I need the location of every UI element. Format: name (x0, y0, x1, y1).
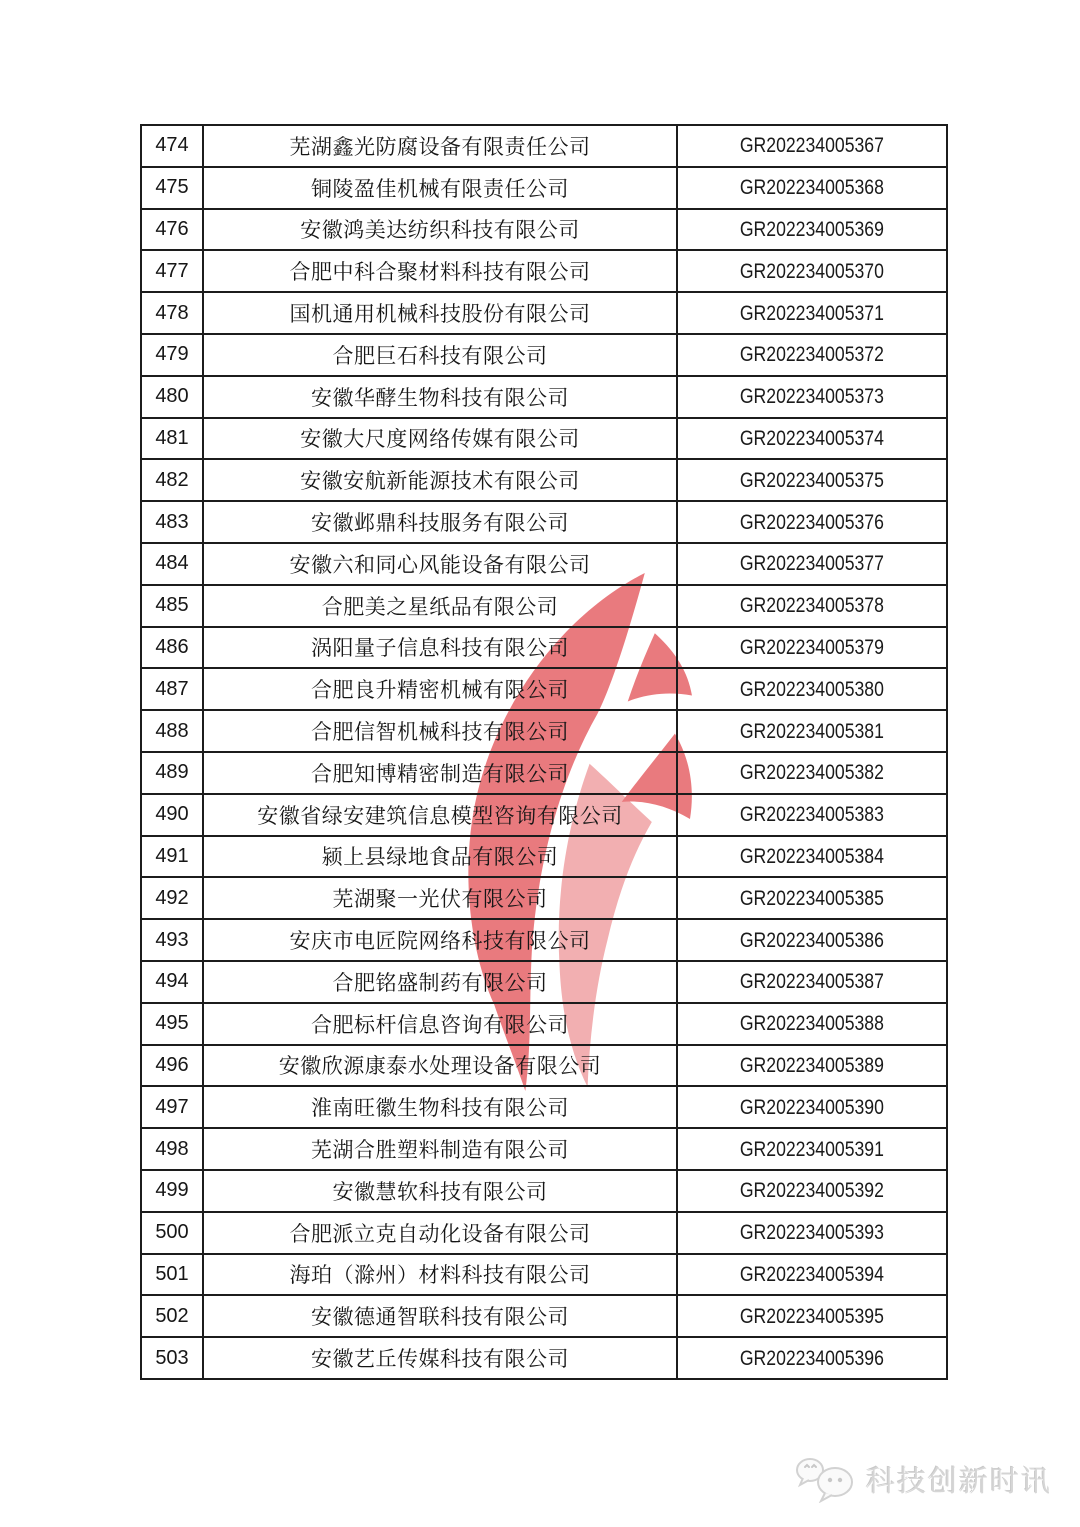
row-index: 500 (141, 1212, 203, 1254)
company-name: 安徽欣源康泰水处理设备有限公司 (203, 1045, 677, 1087)
row-index: 484 (141, 543, 203, 585)
row-index: 475 (141, 167, 203, 209)
certificate-code: GR202234005375 (739, 467, 885, 492)
certificate-code-cell (677, 501, 947, 543)
table-row (141, 459, 947, 501)
certificate-code: GR202234005384 (739, 843, 885, 868)
company-name: 颍上县绿地食品有限公司 (203, 836, 677, 878)
table-row (141, 501, 947, 543)
company-name: 安徽鸿美达纺织科技有限公司 (203, 209, 677, 251)
certificate-code: GR202234005371 (739, 300, 885, 325)
company-name: 合肥巨石科技有限公司 (203, 334, 677, 376)
footer-brand (795, 1455, 1052, 1503)
company-name: 合肥铭盛制药有限公司 (203, 961, 677, 1003)
certificate-code-cell (677, 1128, 947, 1170)
table-row (141, 209, 947, 251)
table-row (141, 1003, 947, 1045)
row-index: 477 (141, 250, 203, 292)
table-row (141, 543, 947, 585)
company-name: 安徽省绿安建筑信息模型咨询有限公司 (203, 794, 677, 836)
certificate-code-cell (677, 961, 947, 1003)
certificate-code: GR202234005394 (739, 1261, 885, 1286)
company-name: 芜湖合胜塑料制造有限公司 (203, 1128, 677, 1170)
certificate-code: GR202234005372 (739, 342, 885, 367)
certificate-code-cell (677, 418, 947, 460)
row-index: 474 (141, 125, 203, 167)
table-row (141, 334, 947, 376)
certificate-code: GR202234005378 (739, 593, 885, 618)
certificate-code: GR202234005393 (739, 1220, 885, 1245)
table-row (141, 961, 947, 1003)
certificate-code: GR202234005380 (739, 676, 885, 701)
row-index: 498 (141, 1128, 203, 1170)
table-row (141, 710, 947, 752)
company-name: 安徽德通智联科技有限公司 (203, 1295, 677, 1337)
certificate-code-cell (677, 1254, 947, 1296)
row-index: 501 (141, 1254, 203, 1296)
table-row (141, 1128, 947, 1170)
certificate-code-cell (677, 752, 947, 794)
table-row (141, 627, 947, 669)
certificate-code: GR202234005370 (739, 258, 885, 283)
certificate-code-cell (677, 710, 947, 752)
certificate-code-cell (677, 250, 947, 292)
certificate-code-cell (677, 794, 947, 836)
certificate-code-cell (677, 292, 947, 334)
certificate-code: GR202234005376 (739, 509, 885, 534)
wechat-bubbles-icon (795, 1455, 857, 1503)
row-index: 490 (141, 794, 203, 836)
company-name: 安徽六和同心风能设备有限公司 (203, 543, 677, 585)
certificate-code: GR202234005383 (739, 802, 885, 827)
certificate-code-cell (677, 459, 947, 501)
company-name: 芜湖聚一光伏有限公司 (203, 877, 677, 919)
company-name: 合肥良升精密机械有限公司 (203, 668, 677, 710)
row-index: 499 (141, 1170, 203, 1212)
certificate-code: GR202234005390 (739, 1094, 885, 1119)
certificate-code-cell (677, 1045, 947, 1087)
table-row (141, 836, 947, 878)
company-name: 淮南旺徽生物科技有限公司 (203, 1086, 677, 1128)
certificate-code: GR202234005386 (739, 927, 885, 952)
company-name: 合肥中科合聚材料科技有限公司 (203, 250, 677, 292)
row-index: 496 (141, 1045, 203, 1087)
certificate-code: GR202234005382 (739, 760, 885, 785)
company-name: 国机通用机械科技股份有限公司 (203, 292, 677, 334)
table-row (141, 919, 947, 961)
table-row (141, 250, 947, 292)
table-row (141, 1086, 947, 1128)
certificate-code: GR202234005368 (739, 175, 885, 200)
company-name: 安徽邺鼎科技服务有限公司 (203, 501, 677, 543)
certificate-code: GR202234005392 (739, 1178, 885, 1203)
certificate-code: GR202234005387 (739, 969, 885, 994)
certificate-code-cell (677, 836, 947, 878)
certificate-code: GR202234005373 (739, 384, 885, 409)
company-name: 芜湖鑫光防腐设备有限责任公司 (203, 125, 677, 167)
certificate-code: GR202234005369 (739, 216, 885, 241)
certificate-code: GR202234005379 (739, 634, 885, 659)
row-index: 493 (141, 919, 203, 961)
certificate-table (140, 124, 948, 1380)
company-name: 安徽慧软科技有限公司 (203, 1170, 677, 1212)
certificate-code-cell (677, 1086, 947, 1128)
table-row (141, 794, 947, 836)
certificate-code: GR202234005389 (739, 1052, 885, 1077)
row-index: 503 (141, 1337, 203, 1379)
certificate-code: GR202234005395 (739, 1303, 885, 1328)
certificate-code-cell (677, 668, 947, 710)
company-name: 合肥派立克自动化设备有限公司 (203, 1212, 677, 1254)
certificate-code-cell (677, 209, 947, 251)
certificate-code-cell (677, 627, 947, 669)
company-name: 合肥信智机械科技有限公司 (203, 710, 677, 752)
row-index: 495 (141, 1003, 203, 1045)
row-index: 486 (141, 627, 203, 669)
table-row (141, 1212, 947, 1254)
table-row (141, 1045, 947, 1087)
certificate-code-cell (677, 125, 947, 167)
row-index: 482 (141, 459, 203, 501)
company-name: 安徽华酵生物科技有限公司 (203, 376, 677, 418)
certificate-code: GR202234005385 (739, 885, 885, 910)
row-index: 502 (141, 1295, 203, 1337)
row-index: 488 (141, 710, 203, 752)
row-index: 489 (141, 752, 203, 794)
certificate-code-cell (677, 877, 947, 919)
table-row (141, 1295, 947, 1337)
certificate-code: GR202234005374 (739, 425, 885, 450)
table-row (141, 1170, 947, 1212)
row-index: 485 (141, 585, 203, 627)
row-index: 492 (141, 877, 203, 919)
certificate-code-cell (677, 1337, 947, 1379)
row-index: 478 (141, 292, 203, 334)
certificate-code-cell (677, 919, 947, 961)
row-index: 480 (141, 376, 203, 418)
certificate-code: GR202234005396 (739, 1345, 885, 1370)
table-row (141, 167, 947, 209)
company-name: 安徽大尺度网络传媒有限公司 (203, 418, 677, 460)
table-row (141, 376, 947, 418)
table-row (141, 752, 947, 794)
row-index: 479 (141, 334, 203, 376)
certificate-code: GR202234005391 (739, 1136, 885, 1161)
row-index: 491 (141, 836, 203, 878)
row-index: 481 (141, 418, 203, 460)
table-row (141, 125, 947, 167)
certificate-code-cell (677, 167, 947, 209)
company-name: 海珀（滁州）材料科技有限公司 (203, 1254, 677, 1296)
company-name: 合肥知博精密制造有限公司 (203, 752, 677, 794)
table-row (141, 1254, 947, 1296)
company-name: 涡阳量子信息科技有限公司 (203, 627, 677, 669)
table-row (141, 292, 947, 334)
company-name: 铜陵盈佳机械有限责任公司 (203, 167, 677, 209)
certificate-code-cell (677, 1003, 947, 1045)
table-row (141, 585, 947, 627)
row-index: 483 (141, 501, 203, 543)
table-row (141, 418, 947, 460)
row-index: 497 (141, 1086, 203, 1128)
certificate-code-cell (677, 1170, 947, 1212)
company-name: 合肥美之星纸品有限公司 (203, 585, 677, 627)
table-row (141, 877, 947, 919)
company-name: 安庆市电匠院网络科技有限公司 (203, 919, 677, 961)
certificate-code-cell (677, 334, 947, 376)
table-row (141, 668, 947, 710)
certificate-code: GR202234005381 (739, 718, 885, 743)
certificate-code-cell (677, 543, 947, 585)
certificate-code-cell (677, 1212, 947, 1254)
certificate-code: GR202234005367 (739, 133, 885, 158)
certificate-code: GR202234005377 (739, 551, 885, 576)
company-name: 安徽艺丘传媒科技有限公司 (203, 1337, 677, 1379)
company-name: 合肥标杆信息咨询有限公司 (203, 1003, 677, 1045)
company-name: 安徽安航新能源技术有限公司 (203, 459, 677, 501)
table-body (141, 125, 947, 1379)
brand-name: 科技创新时讯 (865, 1465, 1052, 1498)
row-index: 476 (141, 209, 203, 251)
certificate-code-cell (677, 1295, 947, 1337)
row-index: 494 (141, 961, 203, 1003)
certificate-code: GR202234005388 (739, 1011, 885, 1036)
certificate-code-cell (677, 376, 947, 418)
table-row (141, 1337, 947, 1379)
certificate-code-cell (677, 585, 947, 627)
row-index: 487 (141, 668, 203, 710)
